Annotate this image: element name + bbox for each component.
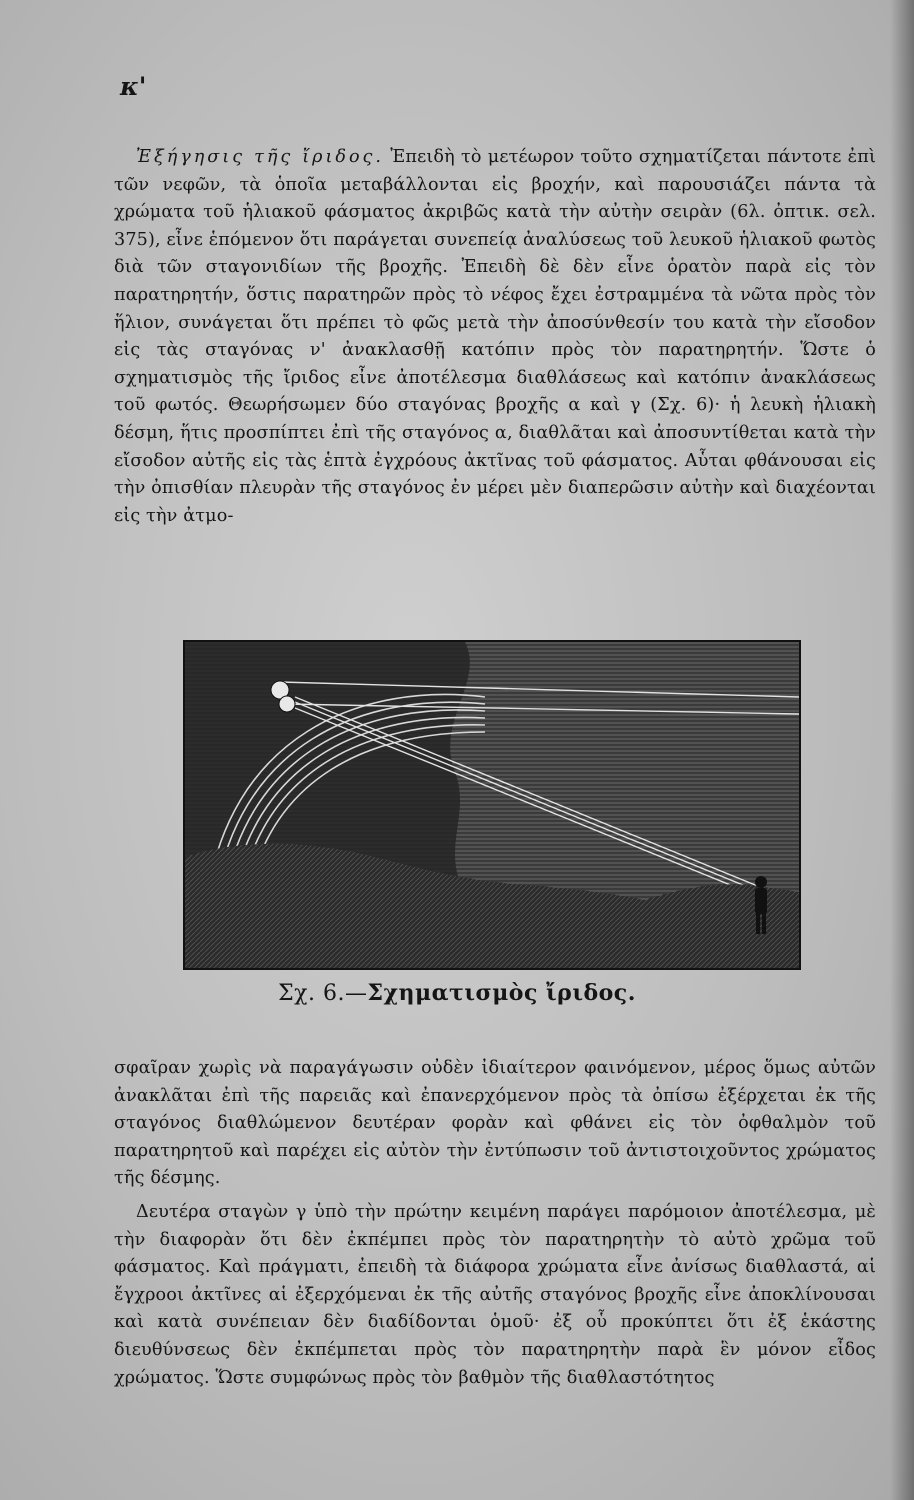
rainbow-figure: [183, 640, 801, 970]
text-block-top: [114, 144, 876, 530]
section-heading: Ἐξήγησις τῆς ἴριδος.: [136, 147, 385, 167]
paragraph-1: [114, 144, 876, 530]
paragraph-1-continued: σφαῖραν χωρὶς νὰ παραγάγωσιν οὐδὲν ἰδιαίτερον φαινόμενον, μέρος ὅμως αὐτῶν ἀνακλᾶται ἐπὶ τῆς παρειᾶς καὶ ἐπανερχόμενον πρὸς τὰ ὀπίσω ἐξέρχεται ἐκ τῆς σταγόνος διαθλώμενον δευτέραν φορὰν καὶ φθάνει εἰς τὸν ὀφθαλμὸν τοῦ παρατηρητοῦ καὶ παρέχει εἰς αὐτὸν τὴν ἐντύπωσιν τοῦ ἀντιστοιχοῦντος χρώματος τῆς δέσμης.: [114, 1058, 876, 1189]
caption-title: Σχηματισμὸς ἴριδος.: [367, 980, 636, 1006]
page-edge-shadow: [890, 0, 914, 1500]
paragraph-2: Δευτέρα σταγὼν γ ὑπὸ τὴν πρώτην κειμένη παράγει παρόμοιον ἀποτέλεσμα, μὲ τὴν διαφορὰν ὅτι δὲν ἐκπέμπει πρὸς τὸν παρατηρητὴν τὸ αὐτὸ χρῶμα τοῦ φάσματος. Καὶ πράγματι, ἐπειδὴ τὰ διάφορα χρώματα εἶνε ἀνίσως διαθλαστά, αἱ ἔγχροοι ἀκτῖνες αἱ ἐξερχόμεναι ἐκ τῆς αὐτῆς σταγόνος βροχῆς εἶνε ἀποκλίνουσαι καὶ κατὰ συνέπειαν δὲν διαδίδονται ὁμοῦ· ἐξ οὗ προκύπτει ὅτι ἐξ ἑκάστης διευθύνσεως δὲν ἐκπέμπεται πρὸς τὸν παρατηρητὴν παρὰ ἓν μόνον εἶδος χρώματος. Ὥστε συμφώνως πρὸς τὸν βαθμὸν τῆς διαθλαστότητος: [114, 1201, 876, 1388]
caption-number: Σχ. 6.: [278, 981, 345, 1006]
rainbow-engraving: [185, 642, 799, 968]
paragraph-1-text: Ἐπειδὴ τὸ μετέωρον τοῦτο σχηματίζεται πάντοτε ἐπὶ τῶν νεφῶν, τὰ ὁποῖα μεταβάλλονται εἰς βροχήν, καὶ παρουσιάζει πάντα τὰ χρώματα τοῦ ἡλιακοῦ φάσματος ἀκριβῶς κατὰ τὴν αὐτὴν σειρὰν (6λ. ὀπτικ. σελ. 375), εἶνε ἑπόμενον ὅτι παράγεται συνεπείᾳ ἀναλύσεως τοῦ λευκοῦ ἡλιακοῦ φωτὸς διὰ τῶν σταγονιδίων τῆς βροχῆς. Ἐπειδὴ δὲ δὲν εἶνε ὁρατὸν παρὰ εἰς τὸν παρατηρητήν, ὅστις παρατηρῶν πρὸς τὸ νέφος ἔχει ἐστραμμένα τὰ νῶτα πρὸς τὸν ἥλιον, συνάγεται ὅτι πρέπει τὸ φῶς μετὰ τὴν ἀποσύνθεσίν του κατὰ τὴν εἴσοδον εἰς τὰς σταγόνας ν' ἀνακλασθῇ κατόπιν πρὸς τὸν παρατηρητήν. Ὥστε ὁ σχηματισμὸς τῆς ἴριδος εἶνε ἀποτέλεσμα διαθλάσεως καὶ κατόπιν ἀνακλάσεως τοῦ φωτός. Θεωρήσωμεν δύο σταγόνας βροχῆς α καὶ γ (Σχ. 6)· ἡ λευκὴ ἡλιακὴ δέσμη, ἥτις προσπίπτει ἐπὶ τῆς σταγόνος α, διαθλᾶται καὶ ἀποσυντίθεται κατὰ τὴν εἴσοδον αὐτῆς εἰς τὰς ἑπτὰ ἐγχρόους ἀκτῖνας τοῦ φάσματος. Αὗται φθάνουσαι εἰς τὴν ὀπισθίαν πλευρὰν τῆς σταγόνος ἐν μέρει μὲν διαπερῶσιν αὐτὴν καὶ διαχέονται εἰς τὴν ἀτμο-: [114, 147, 877, 526]
caption-dash: —: [344, 981, 368, 1006]
figure-caption: [0, 980, 914, 1006]
page-number: κ': [120, 72, 147, 101]
text-block-bottom: [114, 1055, 876, 1392]
